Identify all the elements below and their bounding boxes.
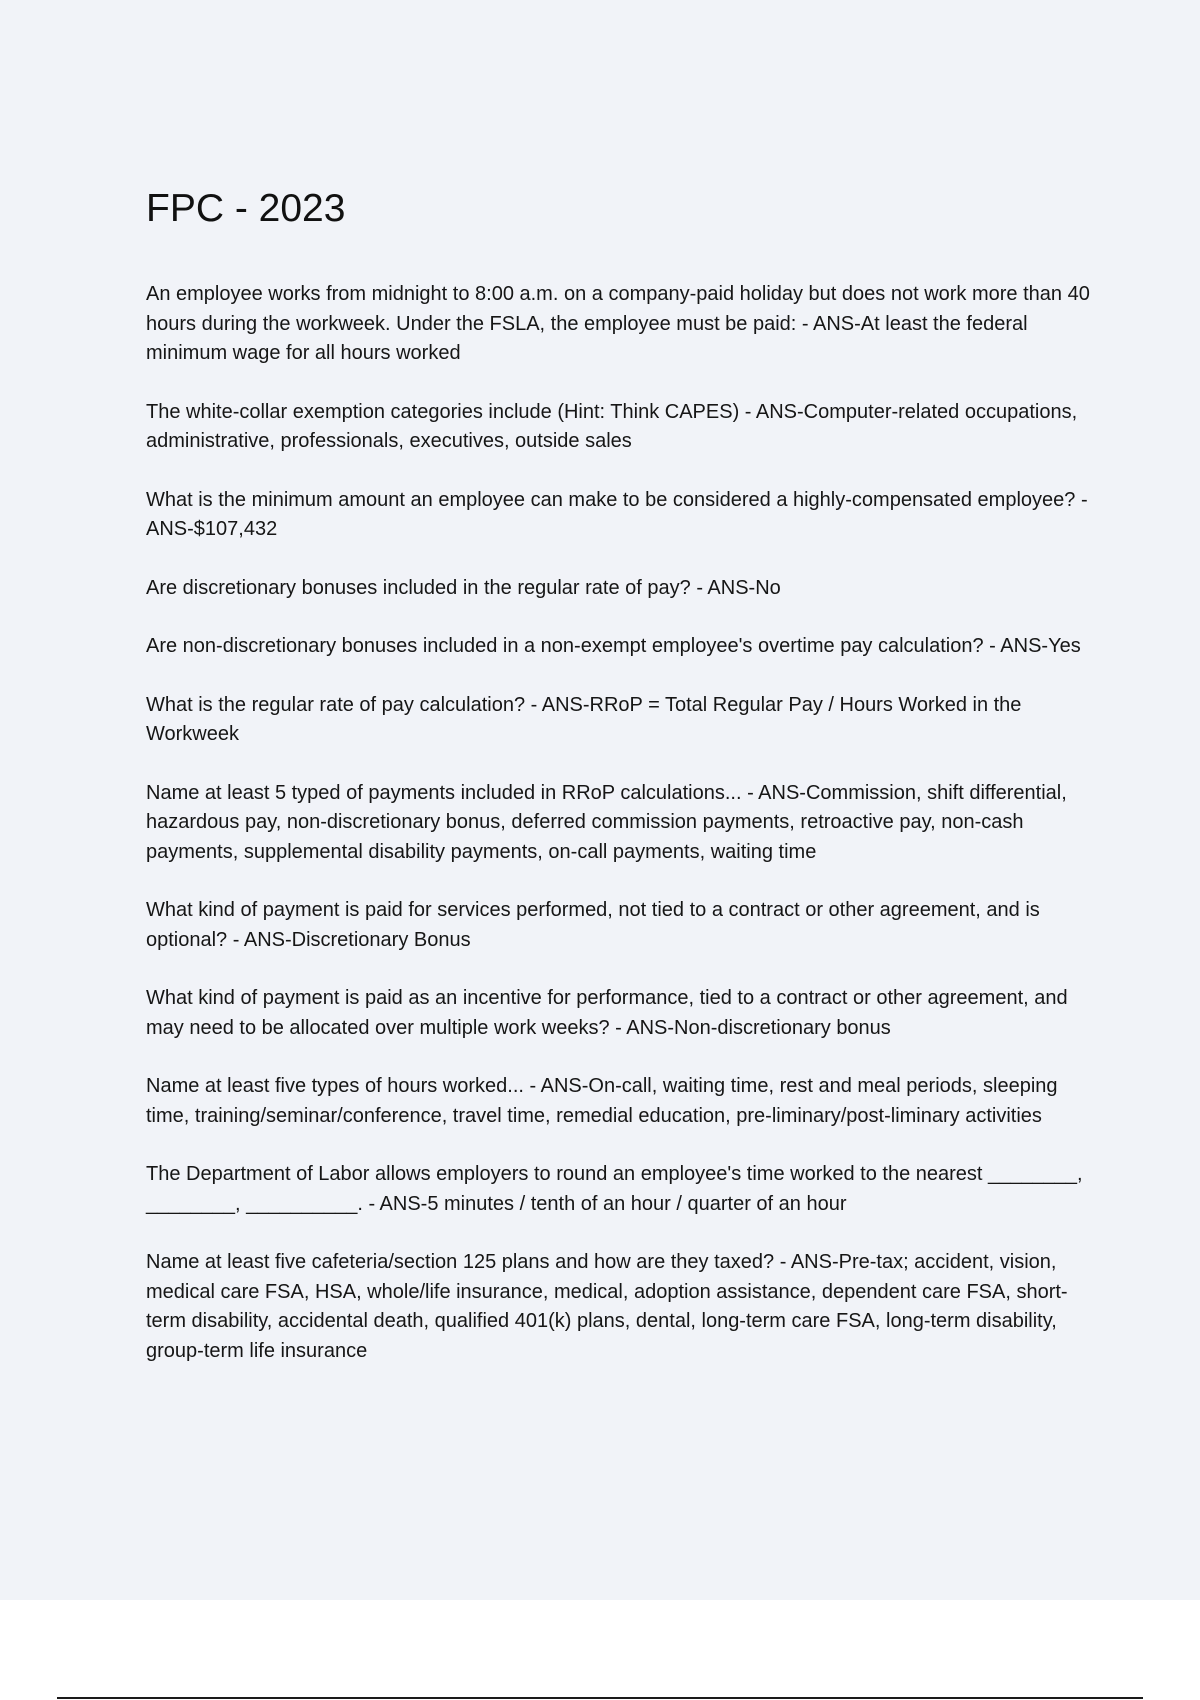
qa-item-5: Are non-discretionary bonuses included in a non-exempt employee's overtime pay calculation? - ANS-Yes xyxy=(146,635,1081,657)
qa-item-4: Are discretionary bonuses included in the regular rate of pay? - ANS-No xyxy=(146,576,781,599)
footer-divider xyxy=(57,1697,1143,1699)
qa-item-11: The Department of Labor allows employers to round an employee's time worked to the nearest ________, ________, __________. - ANS-5 minutes / tenth of an hour / quarter of an hour xyxy=(146,1163,1083,1215)
page-title: FPC - 2023 xyxy=(146,187,346,230)
qa-item-12: Name at least five cafeteria/section 125 plans and how are they taxed? - ANS-Pre-tax; accident, vision, medical care FSA, HSA, whole/life insurance, medical, adoption assistance, dependent care FSA, short-term disability, accidental death, qualified 401(k) plans, dental, long-term care FSA, long-term disability, group-term life insurance xyxy=(146,1251,1068,1362)
qa-item-10: Name at least five types of hours worked... - ANS-On-call, waiting time, rest and meal periods, sleeping time, training/seminar/conference, travel time, remedial education, pre-liminary/post-liminary activities xyxy=(146,1075,1058,1127)
qa-item-2: The white-collar exemption categories include (Hint: Think CAPES) - ANS-Computer-related occupations, administrative, professionals, executives, outside sales xyxy=(146,400,1078,452)
qa-item-6: What is the regular rate of pay calculation? - ANS-RRoP = Total Regular Pay / Hours Worked in the Workweek xyxy=(146,693,1022,745)
qa-item-8: What kind of payment is paid for services performed, not tied to a contract or other agreement, and is optional? - ANS-Discretionary Bonus xyxy=(146,899,1040,951)
qa-item-7: Name at least 5 typed of payments included in RRoP calculations... - ANS-Commission, shift differential, hazardous pay, non-discretionary bonus, deferred commission payments, retroactive pay, non-cash payments, supplemental disability payments, on-call payments, waiting time xyxy=(146,781,1067,863)
qa-list xyxy=(146,280,1096,1395)
qa-item-1: An employee works from midnight to 8:00 a.m. on a company-paid holiday but does not work more than 40 hours during the workweek. Under the FSLA, the employee must be paid: - ANS-At least the federal minimum wage for all hours worked xyxy=(146,283,1090,364)
qa-item-3: What is the minimum amount an employee can make to be considered a highly-compensated employee? - ANS-$107,432 xyxy=(146,488,1088,540)
qa-item-9: What kind of payment is paid as an incentive for performance, tied to a contract or other agreement, and may need to be allocated over multiple work weeks? - ANS-Non-discretionary bonus xyxy=(146,987,1068,1039)
